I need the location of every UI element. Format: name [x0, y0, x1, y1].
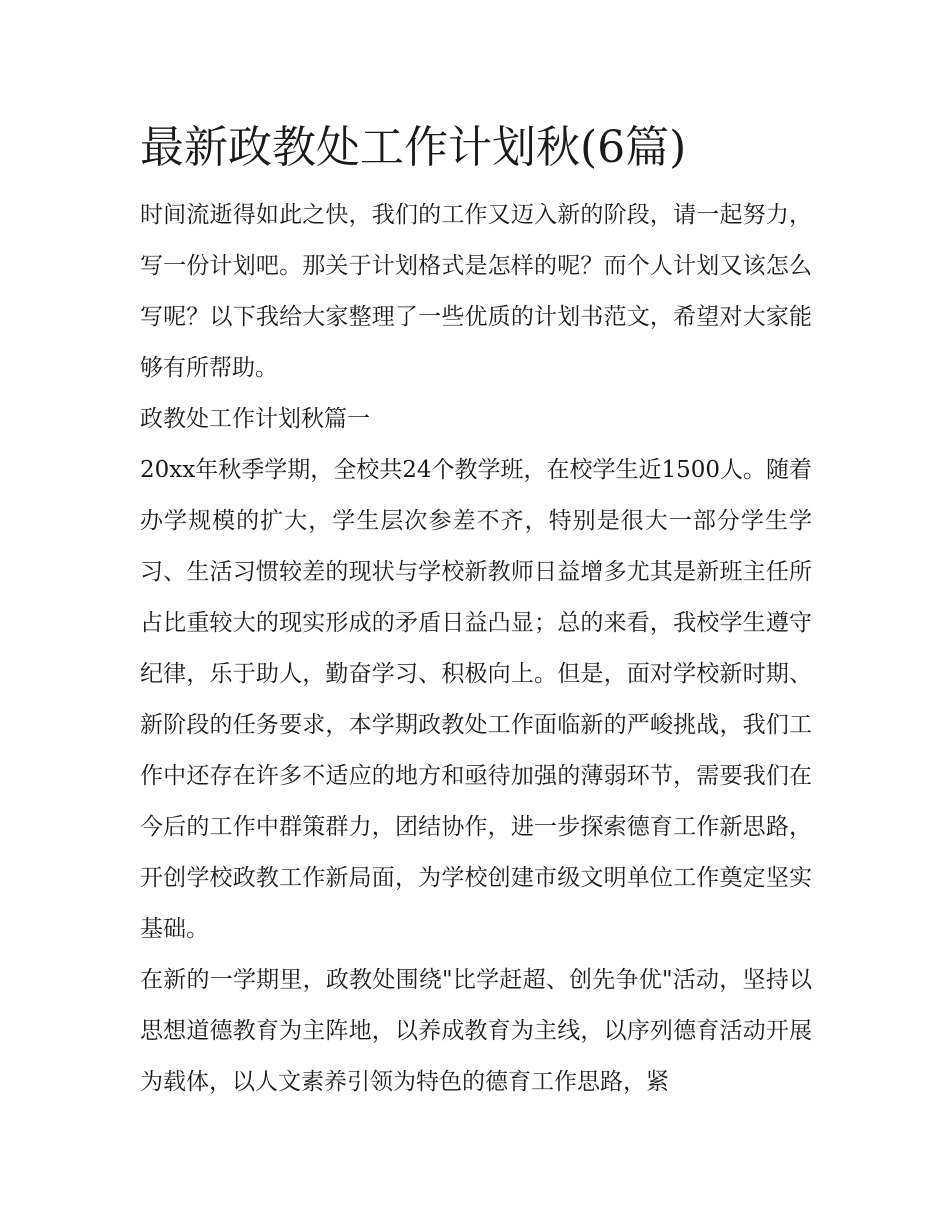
- body-paragraph: 在新的一学期里，政教处围绕"比学赶超、创先争优"活动，坚持以思想道德教育为主阵地，以养成教育为主线，以序列德育活动开展为载体，以人文素养引领为特色的德育工作思路，紧: [140, 967, 812, 1095]
- intro-paragraph: 时间流逝得如此之快，我们的工作又迈入新的阶段，请一起努力，写一份计划吧。那关于计划格式是怎样的呢？而个人计划又该怎么写呢？以下我给大家整理了一些优质的计划书范文，希望对大家能够有所帮助。: [140, 202, 812, 381]
- body-paragraph: 20xx年秋季学期，全校共24个教学班，在校学生近1500人。随着办学规模的扩大，学生层次参差不齐，特别是很大一部分学生学习、生活习惯较差的现状与学校新教师日益增多尤其是新班主任所占比重较大的现实形成的矛盾日益凸显；总的来看，我校学生遵守纪律，乐于助人，勤奋学习、积极向上。但是，面对学校新时期、新阶段的任务要求，本学期政教处工作面临新的严峻挑战，我们工作中还存在许多不适应的地方和亟待加强的薄弱环节，需要我们在今后的工作中群策群力，团结协作，进一步探索德育工作新思路，开创学校政教工作新局面，为学校创建市级文明单位工作奠定坚实基础。: [140, 457, 813, 942]
- document-body: [140, 112, 812, 1108]
- section-heading: 政教处工作计划秋篇一: [140, 406, 370, 432]
- document-title: 最新政教处工作计划秋(6篇): [140, 122, 687, 173]
